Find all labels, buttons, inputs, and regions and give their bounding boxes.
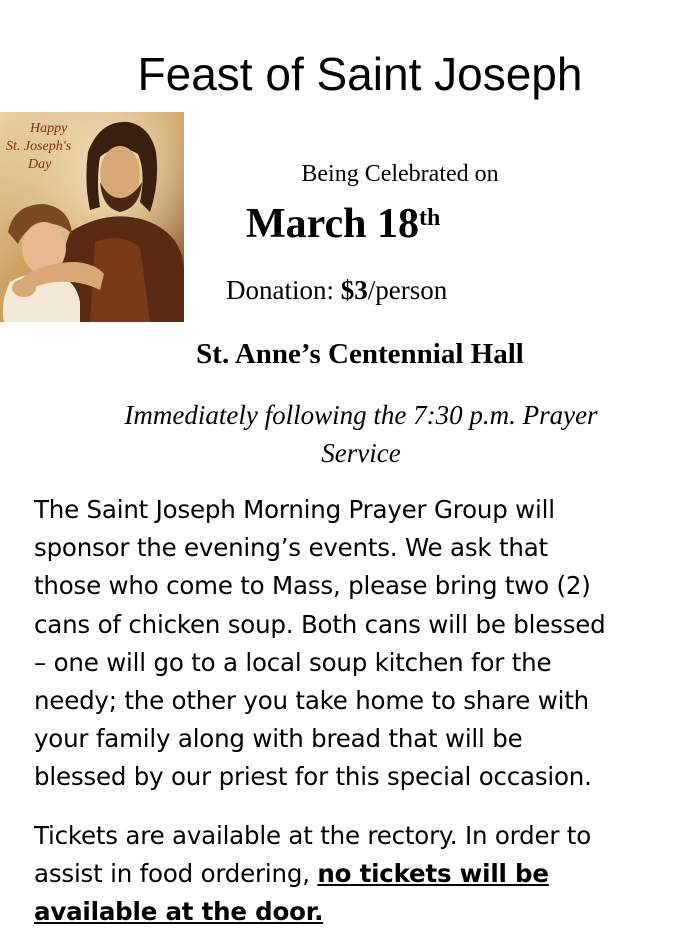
- paragraph-line: The Saint Joseph Morning Prayer Group will: [34, 495, 555, 524]
- paragraph-line: – one will go to a local soup kitchen for the: [34, 647, 552, 677]
- donation-line: [226, 273, 447, 307]
- donation-unit: /person: [367, 275, 448, 305]
- saint-joseph-picture: [0, 112, 184, 322]
- paragraph-line: blessed by our priest for this special occasion.: [34, 762, 592, 792]
- paragraph-line: needy; the other you take home to share with: [34, 686, 589, 716]
- venue-name: St. Anne’s Centennial Hall: [196, 338, 524, 370]
- no-tickets-notice: no tickets will be: [317, 859, 549, 889]
- tickets-line-1: Tickets are available at the rectory. In order to: [34, 821, 592, 850]
- tickets-paragraph: [34, 817, 694, 932]
- tickets-line-3: [34, 893, 694, 931]
- event-timing: [56, 396, 666, 472]
- door-notice: available at the door.: [34, 897, 324, 927]
- tickets-line-2-start: assist in food ordering,: [34, 859, 318, 889]
- event-date: [246, 196, 440, 252]
- timing-line-1: Immediately following the 7:30 p.m. Prayer: [124, 400, 598, 430]
- date-main: March 18: [246, 201, 420, 247]
- donation-label: Donation:: [226, 275, 341, 305]
- tickets-line-2: [34, 855, 694, 893]
- caption-line-3: Day: [28, 157, 52, 172]
- paragraph-line: your family along with bread that will be: [34, 724, 523, 754]
- celebrated-label: Being Celebrated on: [301, 161, 499, 187]
- flyer-title: Feast of Saint Joseph: [137, 48, 583, 100]
- caption-line-1: Happy: [30, 121, 68, 136]
- paragraph-line: cans of chicken soup. Both cans will be blessed: [34, 609, 606, 639]
- timing-line-2: Service: [321, 438, 401, 468]
- caption-line-2: St. Joseph's: [6, 139, 72, 154]
- donation-amount: $3: [340, 275, 368, 305]
- paragraph-line: those who come to Mass, please bring two (2): [34, 571, 591, 601]
- paragraph-line: sponsor the evening’s events. We ask that: [34, 533, 548, 563]
- date-suffix: th: [419, 205, 441, 231]
- sponsor-paragraph: [34, 491, 694, 797]
